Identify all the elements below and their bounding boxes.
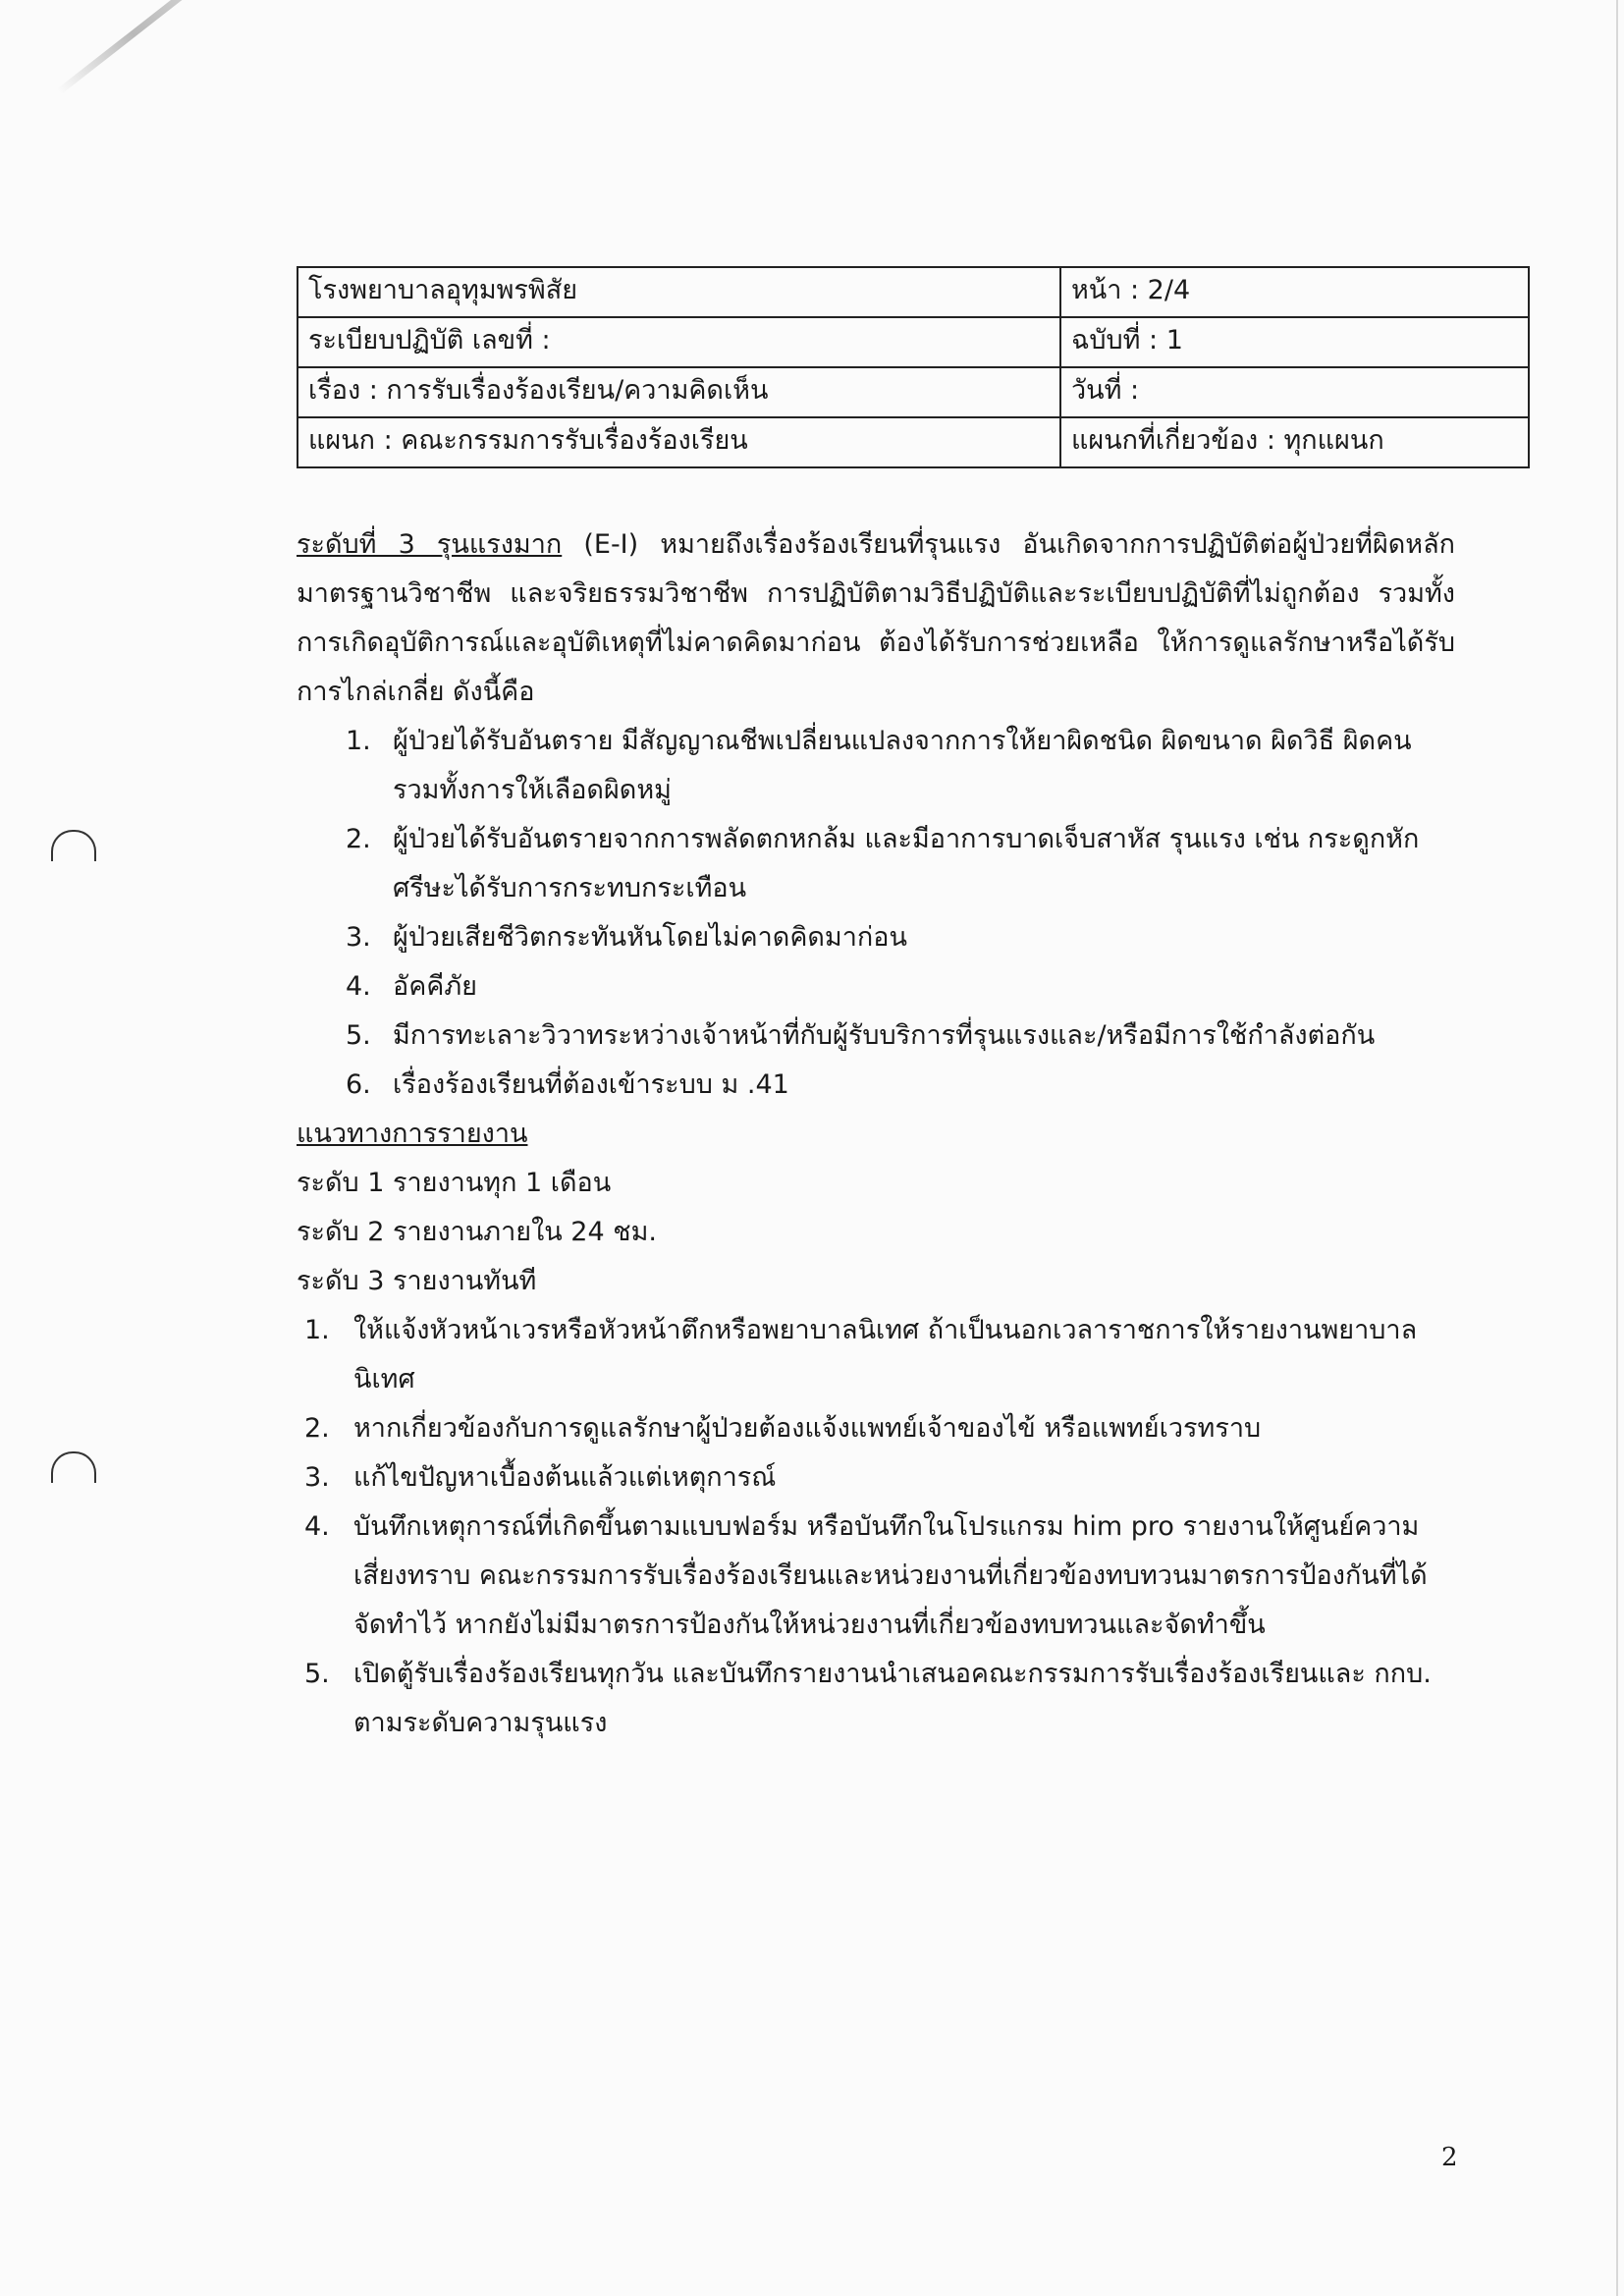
reporting-level: ระดับ 1 รายงานทุก 1 เดือน: [297, 1168, 612, 1198]
list-item: 5. มีการทะเลาะวิวาทระหว่างเจ้าหน้าที่กับผู้รับบริการที่รุนแรงและ/หรือมีการใช้กำลังต่อกัน: [346, 1020, 1376, 1051]
page-edge: [1616, 0, 1618, 2296]
list-item: 1. ให้แจ้งหัวหน้าเวรหรือหัวหน้าตึกหรือพยาบาลนิเทศ ถ้าเป็นนอกเวลาราชการให้รายงานพยาบาลนิเทศ: [304, 1315, 1418, 1394]
list-item: 4. อัคคีภัย: [346, 971, 477, 1002]
reporting-heading: แนวทางการรายงาน: [297, 1119, 528, 1149]
punch-hole-mark: [51, 830, 96, 861]
reporting-steps-list: [297, 1306, 1455, 1748]
list-item: 4. บันทึกเหตุการณ์ที่เกิดขึ้นตามแบบฟอร์ม หรือบันทึกในโปรแกรม him pro รายงานให้ศูนย์ความเสี่ยงทราบ คณะกรรมการรับเรื่องร้องเรียนและหน่วยงานที่เกี่ยวข้องทบทวนมาตรการป้องกันที่ได้จัดทำไว้ หากยังไม่มีมาตรการป้องกันให้หน่วยงานที่เกี่ยวข้องทบทวนและจัดทำขึ้น: [304, 1511, 1428, 1640]
edition-number: ฉบับที่ : 1: [1060, 317, 1529, 367]
page-info: หน้า : 2/4: [1060, 267, 1529, 317]
reporting-level: ระดับ 2 รายงานภายใน 24 ชม.: [297, 1217, 657, 1247]
list-item: 1. ผู้ป่วยได้รับอันตราย มีสัญญาณชีพเปลี่ยนแปลงจากการให้ยาผิดชนิด ผิดขนาด ผิดวิธี ผิดคน รวมทั้งการให้เลือดผิดหมู่: [346, 726, 1412, 805]
list-item: 2. ผู้ป่วยได้รับอันตรายจากการพลัดตกหกล้ม และมีอาการบาดเจ็บสาหัส รุนแรง เช่น กระดูกหัก ศรีษะได้รับการกระทบกระเทือน: [346, 824, 1420, 903]
header-row: [298, 267, 1529, 317]
hospital-name: โรงพยาบาลอุทุมพรพิสัย: [298, 267, 1060, 317]
list-item: 2. หากเกี่ยวข้องกับการดูแลรักษาผู้ป่วยต้องแจ้งแพทย์เจ้าของไข้ หรือแพทย์เวรทราบ: [304, 1413, 1262, 1444]
document-header-table: [297, 266, 1530, 468]
scan-artifact: [57, 0, 246, 94]
related-departments: แผนกที่เกี่ยวข้อง : ทุกแผนก: [1060, 417, 1529, 467]
document-body: [297, 520, 1455, 1748]
department: แผนก : คณะกรรมการรับเรื่องร้องเรียน: [298, 417, 1060, 467]
document-subject: เรื่อง : การรับเรื่องร้องเรียน/ความคิดเห็น: [298, 367, 1060, 417]
severity-3-code: (E-I): [562, 529, 661, 560]
severity-3-list: [297, 717, 1455, 1110]
list-item: 3. ผู้ป่วยเสียชีวิตกระทันหันโดยไม่คาดคิดมาก่อน: [346, 922, 907, 953]
reporting-level: ระดับ 3 รายงานทันที: [297, 1266, 537, 1296]
punch-hole-mark: [51, 1451, 96, 1483]
severity-3-paragraph: [297, 520, 1455, 717]
header-row: [298, 367, 1529, 417]
document-date: วันที่ :: [1060, 367, 1529, 417]
header-row: [298, 317, 1529, 367]
list-item: 6. เรื่องร้องเรียนที่ต้องเข้าระบบ ม .41: [346, 1069, 789, 1100]
severity-3-heading: ระดับที่ 3 รุนแรงมาก: [297, 529, 563, 560]
procedure-number: ระเบียบปฏิบัติ เลขที่ :: [298, 317, 1060, 367]
list-item: 5. เปิดตู้รับเรื่องร้องเรียนทุกวัน และบันทึกรายงานนำเสนอคณะกรรมการรับเรื่องร้องเรียนและ กกบ. ตามระดับความรุนแรง: [304, 1659, 1432, 1738]
page-number: 2: [1441, 2143, 1458, 2172]
severity-3-description: หมายถึงเรื่องร้องเรียนที่รุนแรง อันเกิดจากการปฏิบัติต่อผู้ป่วยที่ผิดหลักมาตรฐานวิชาชีพ และจริยธรรมวิชาชีพ การปฏิบัติตามวิธีปฏิบัติและระเบียบปฏิบัติที่ไม่ถูกต้อง รวมทั้งการเกิดอุบัติการณ์และอุบัติเหตุที่ไม่คาดคิดมาก่อน ต้องได้รับการช่วยเหลือ ให้การดูแลรักษาหรือได้รับการไกล่เกลี่ย ดังนี้คือ: [297, 529, 1455, 707]
header-row: [298, 417, 1529, 467]
list-item: 3. แก้ไขปัญหาเบื้องต้นแล้วแต่เหตุการณ์: [304, 1462, 777, 1493]
